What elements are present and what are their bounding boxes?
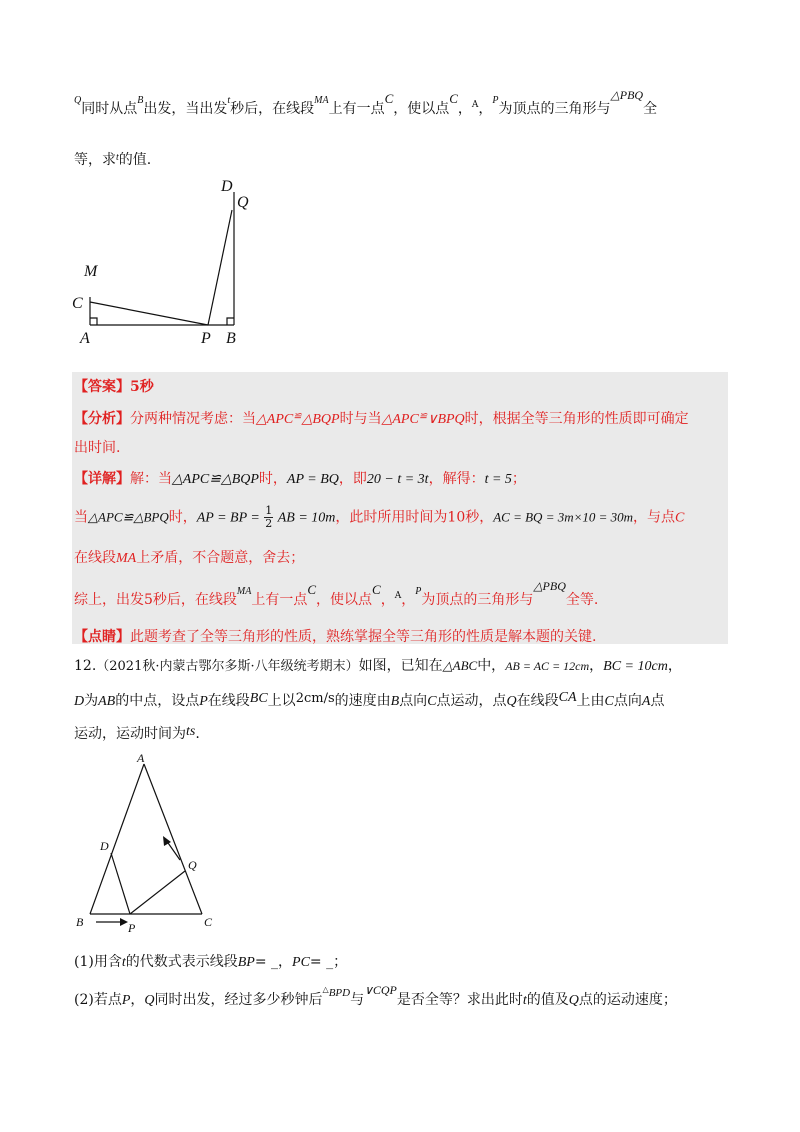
segment-CP (90, 302, 208, 325)
right-angle-B (227, 318, 234, 325)
side-AB (90, 764, 144, 914)
segment-DP (111, 853, 130, 914)
case2-line: 当△APC≌△BPQ时，AP = BP = $\frac{1}{2}$ AB = 10m，此时所用时间为10秒，AC = BQ = 3m×10 = 30m，与点C (74, 504, 685, 530)
case2-line2: 在线段MA上矛盾，不合题意，舍去； (74, 550, 305, 566)
label-D: D (100, 839, 109, 853)
segment-PQ (208, 210, 232, 325)
problem12-line2: D为AB的中点，设点P在线段BC上以2cm/s的速度由B点向C点运动，点Q在线段CA上由C点向A点 (74, 690, 665, 709)
problem12-line1: 12.（2021秋·内蒙古鄂尔多斯·八年级统考期末）如图，已知在△ABC中，AB = AC = 12cm，BC = 10cm， (74, 658, 682, 674)
figure1-diagram (70, 172, 270, 352)
label-B: B (76, 915, 84, 929)
arrow-B-to-P-head (120, 918, 128, 926)
label-Q: Q (188, 858, 197, 872)
label-C: C (204, 915, 213, 929)
segment-PQ (130, 871, 185, 914)
problem12-line3: 运动，运动时间为ts. (74, 724, 200, 742)
fraction-one-half: $\frac{1}{2}$ (265, 504, 273, 530)
side-AC (144, 764, 202, 914)
figure2-diagram (70, 748, 230, 936)
question-2: (2)若点P，Q同时出发，经过多少秒钟后$^{\triangle BPD}$与∨CQP是否全等？求出此时t的值及Q点的运动速度； (74, 983, 677, 1008)
analysis-line2: 出时间. (74, 440, 121, 456)
label-M: M (84, 263, 98, 280)
answer-line: 【答案】5秒 (74, 379, 154, 395)
label-A: A (80, 330, 90, 347)
label-A: A (137, 751, 145, 765)
label-P: P (201, 330, 211, 347)
detail-line: 【详解】解：当△APC≌△BQP时，AP = BQ，即20 − t = 3t，解得：t = 5； (74, 471, 526, 487)
right-angle-A (90, 318, 97, 325)
comment-line: 【点睛】此题考查了全等三角形的性质，熟练掌握全等三角形的性质是解本题的关键. (74, 629, 597, 645)
analysis-line1: 【分析】分两种情况考虑：当△APC≌△BQP时与当△APC≌∨BPQ时，根据全等三角形的性质即可确定 (74, 411, 689, 427)
label-P: P (128, 921, 136, 935)
label-C: C (72, 295, 83, 312)
label-Q: Q (237, 194, 249, 211)
problem11-line1: $^Q$同时从点$^B$出发，当出发$^t$秒后，在线段$^{MA}$上有一点C，使以点C，$^A$，$^P$为顶点的三角形与△PBQ全 (74, 88, 658, 117)
label-B: B (226, 330, 236, 347)
question-1: (1)用含t的代数式表示线段BP= _，PC= _； (74, 954, 348, 970)
conclusion-line: 综上，出发5秒后，在线段$^{MA}$上有一点C，使以点C，$^A$，$^P$为顶点的三角形与△PBQ全等. (74, 579, 599, 608)
label-D: D (221, 178, 233, 195)
problem11-line2: 等，求$^t$的值. (74, 152, 152, 168)
